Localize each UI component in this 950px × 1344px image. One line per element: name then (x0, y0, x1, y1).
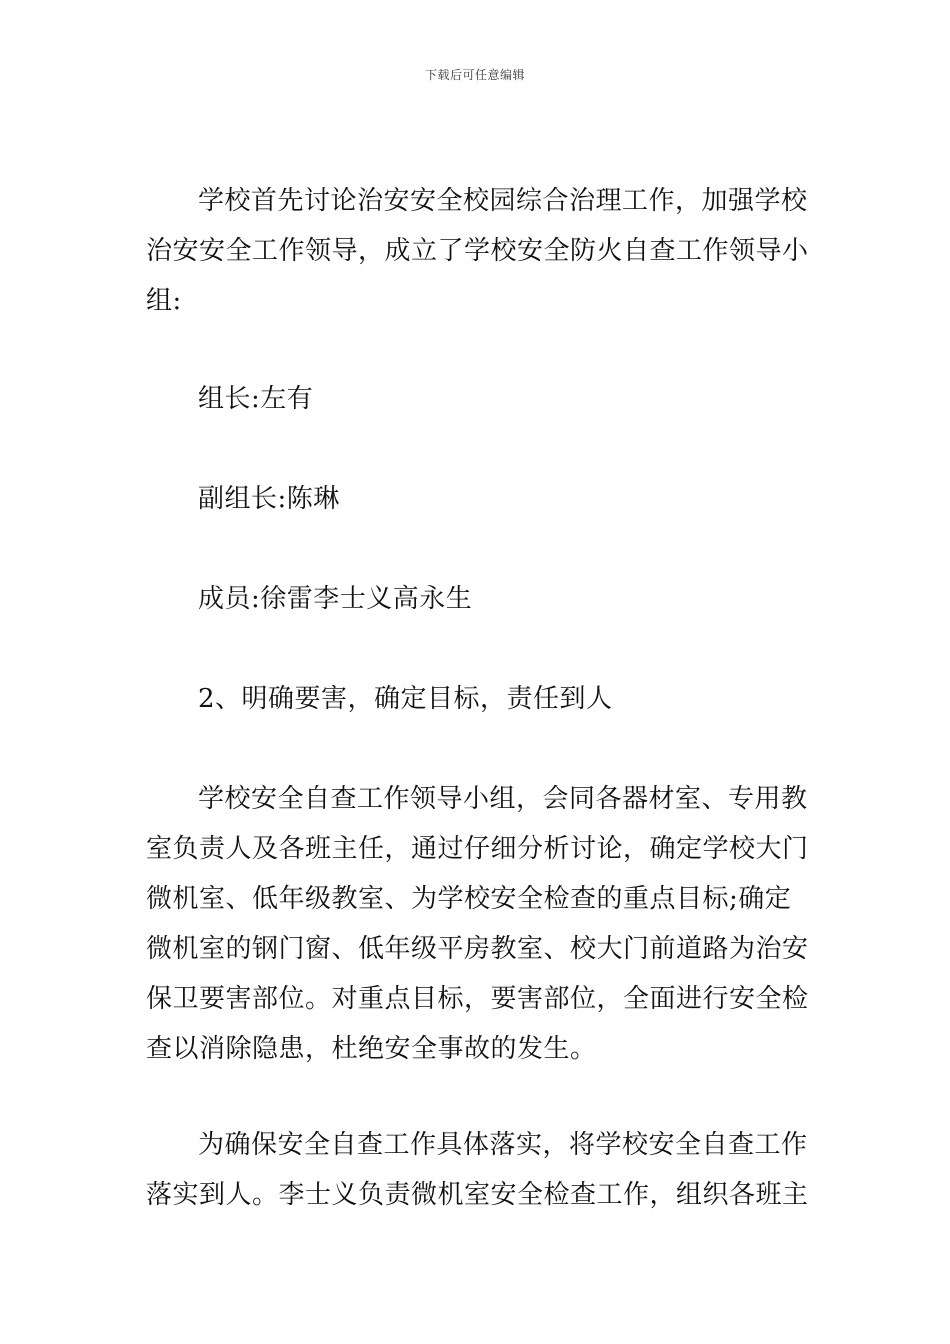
paragraph-leadership-intro: 学校首先讨论治安安全校园综合治理工作，加强学校治安安全工作领导，成立了学校安全防火自查工作领导小组: (146, 186, 809, 316)
section-heading-2: 2、明确要害，确定目标，责任到人 (198, 684, 613, 714)
paragraph-key-targets: 学校安全自查工作领导小组，会同各器材室、专用教室负责人及各班主任，通过仔细分析讨论，确定学校大门微机室、低年级教室、为学校安全检查的重点目标;确定微机室的钢门窗、低年级平房教室、校大门前道路为治安保卫要害部位。对重点目标，要害部位，全面进行安全检查以消除隐患，杜绝安全事故的发生。 (146, 784, 809, 1064)
paragraph-responsibility: 为确保安全自查工作具体落实，将学校安全自查工作落实到人。李士义负责微机室安全检查工作，组织各班主 (146, 1130, 809, 1210)
paragraph-deputy-leader: 副组长:陈琳 (198, 484, 340, 514)
page-header: 下载后可任意编辑 (424, 68, 525, 82)
paragraph-group-leader: 组长:左有 (198, 384, 314, 414)
paragraph-members: 成员:徐雷李士义高永生 (198, 584, 473, 614)
